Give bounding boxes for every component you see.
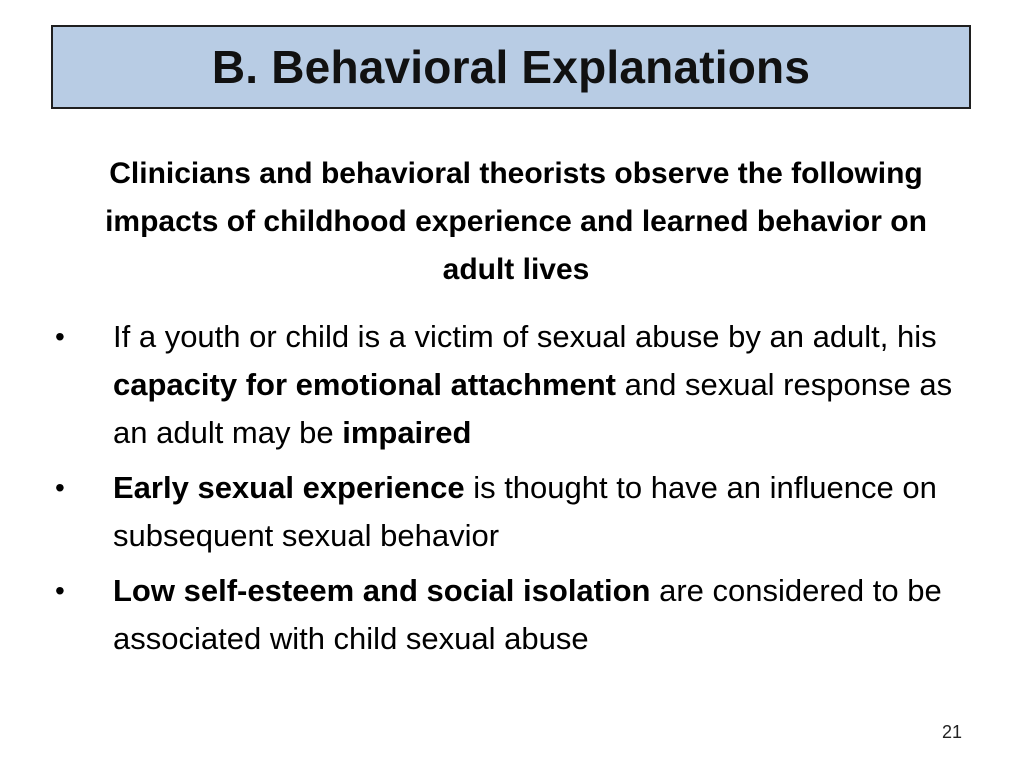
title-box [51,25,971,109]
slide-title: B. Behavioral Explanations [211,41,811,93]
bullet-1-segment-3: and sexual response as an adult may be [113,367,953,450]
bullet-1-emphasis-attachment: capacity for emotional attachment [113,367,617,402]
bullet-3-segment-2: are considered to be associated with child sexual abuse [113,573,942,656]
bullet-icon: • [55,472,65,503]
page-number: 21 [941,722,962,742]
slide-subtitle: Clinicians and behavioral theorists observe the following impacts of childhood experience and learned behavior on adult lives [105,157,927,286]
bullet-2-emphasis-early-experience: Early sexual experience [113,470,465,505]
bullet-item-2 [55,464,970,560]
bullet-icon: • [55,321,65,352]
bullet-3-emphasis-self-esteem: Low self-esteem and social isolation [113,573,651,608]
bullet-item-1 [55,313,970,457]
bullet-icon: • [55,575,65,606]
bullet-2-segment-2: is thought to have an influence on subsequent sexual behavior [113,470,937,553]
bullet-list [55,313,970,670]
bullet-item-3 [55,567,970,663]
bullet-text-1 [113,313,970,457]
bullet-text-2 [113,464,970,560]
bullet-text-3 [113,567,970,663]
bullet-1-segment-1: If a youth or child is a victim of sexual abuse by an adult, his [113,319,937,354]
bullet-1-emphasis-impaired: impaired [342,415,472,450]
